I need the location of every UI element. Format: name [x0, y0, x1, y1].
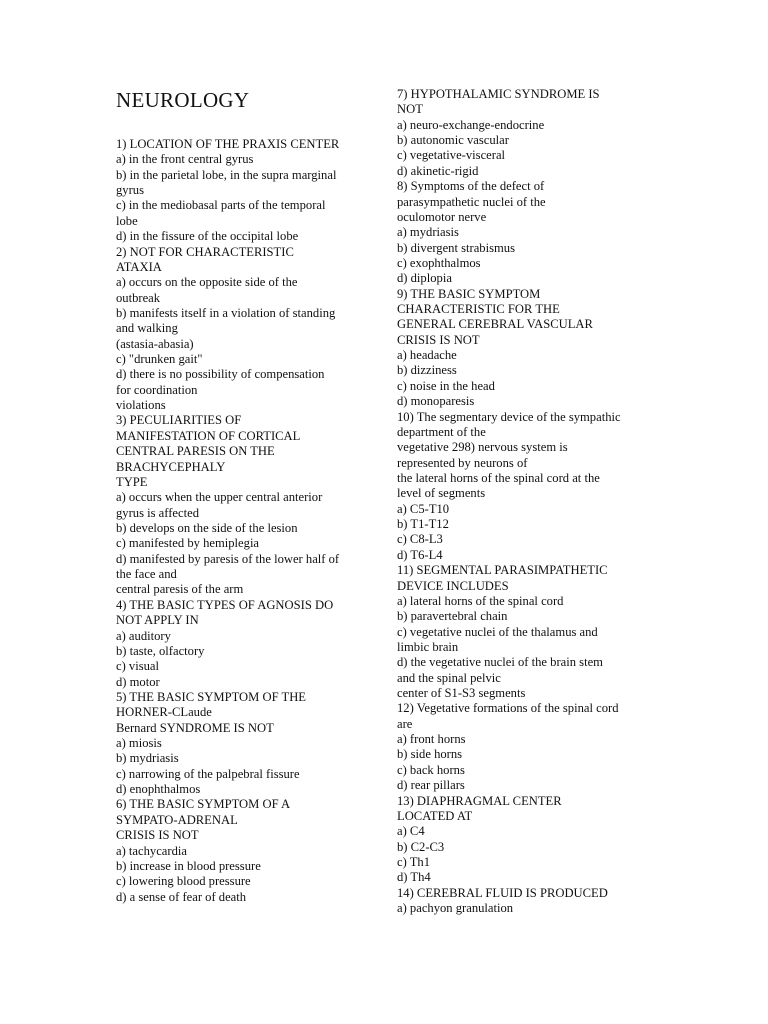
text-line: outbreak [116, 290, 161, 305]
text-line: b) T1-T12 [397, 517, 449, 532]
text-line: parasympathetic nuclei of the [397, 194, 546, 209]
text-line: a) C4 [397, 824, 425, 839]
text-line: b) develops on the side of the lesion [116, 520, 298, 535]
text-line: d) a sense of fear of death [116, 889, 247, 904]
text-line: b) paravertebral chain [397, 609, 508, 624]
text-line: d) rear pillars [397, 778, 465, 793]
text-line: the face and [116, 567, 177, 582]
text-line: central paresis of the arm [116, 582, 244, 597]
text-line: c) vegetative nuclei of the thalamus and [397, 624, 598, 639]
text-line: c) visual [116, 659, 160, 674]
text-line: a) neuro-exchange-endocrine [397, 117, 545, 132]
text-line: d) motor [116, 674, 160, 689]
text-line: c) narrowing of the palpebral fissure [116, 766, 300, 781]
text-line: c) lowering blood pressure [116, 874, 251, 889]
text-line: limbic brain [397, 639, 459, 654]
text-line: c) noise in the head [397, 378, 495, 393]
text-line: a) occurs when the upper central anterior [116, 490, 323, 505]
text-line: and walking [116, 321, 178, 336]
text-line: d) monoparesis [397, 394, 475, 409]
text-line: a) mydriasis [397, 225, 459, 240]
text-line: 14) CEREBRAL FLUID IS PRODUCED [397, 885, 608, 900]
text-line: CHARACTERISTIC FOR THE [397, 302, 560, 317]
text-line: 12) Vegetative formations of the spinal cord [397, 701, 619, 716]
text-line: represented by neurons of [397, 455, 528, 470]
text-line: 2) NOT FOR CHARACTERISTIC [116, 244, 294, 259]
text-line: c) vegetative-visceral [397, 148, 506, 163]
text-line: MANIFESTATION OF CORTICAL [116, 428, 301, 443]
text-line: for coordination [116, 382, 198, 397]
text-line: d) Th4 [397, 870, 431, 885]
text-line: GENERAL CEREBRAL VASCULAR [397, 317, 593, 332]
text-line: b) taste, olfactory [116, 643, 205, 658]
text-line: lobe [116, 213, 138, 228]
text-line: b) autonomic vascular [397, 133, 509, 148]
text-line: c) Th1 [397, 854, 430, 869]
text-line: DEVICE INCLUDES [397, 578, 509, 593]
text-line: 1) LOCATION OF THE PRAXIS CENTER [116, 137, 340, 151]
text-line: b) increase in blood pressure [116, 858, 261, 873]
text-line: a) tachycardia [116, 843, 187, 858]
text-line: c) C8-L3 [397, 532, 443, 547]
left-column-text [116, 137, 339, 905]
text-line: d) manifested by paresis of the lower half of [116, 551, 340, 566]
text-line: a) lateral horns of the spinal cord [397, 593, 564, 608]
text-line: level of segments [397, 486, 486, 501]
text-line: 6) THE BASIC SYMPTOM OF A [116, 797, 291, 812]
text-line: b) C2-C3 [397, 839, 445, 854]
text-line: gyrus is affected [116, 505, 199, 520]
text-line: BRACHYCEPHALY [116, 459, 226, 474]
text-line: center of S1-S3 segments [397, 686, 526, 701]
text-line: a) in the front central gyrus [116, 152, 254, 167]
text-line: 9) THE BASIC SYMPTOM [397, 286, 541, 301]
text-line: Bernard SYNDROME IS NOT [116, 720, 274, 735]
text-line: d) there is no possibility of compensation [116, 367, 325, 382]
text-line: d) in the fissure of the occipital lobe [116, 229, 299, 244]
page-title: NEUROLOGY [116, 88, 250, 112]
text-line: b) divergent strabismus [397, 240, 515, 255]
text-line: a) occurs on the opposite side of the [116, 275, 298, 290]
text-line: d) the vegetative nuclei of the brain stem [397, 655, 603, 670]
text-line: SYMPATO-ADRENAL [116, 812, 238, 827]
text-line: oculomotor nerve [397, 209, 487, 224]
text-line: c) in the mediobasal parts of the temporal [116, 198, 326, 213]
text-line: b) side horns [397, 747, 463, 762]
text-line: are [397, 716, 413, 731]
text-line: CRISIS IS NOT [397, 332, 480, 347]
text-line: 13) DIAPHRAGMAL CENTER [397, 793, 562, 808]
text-line: a) miosis [116, 736, 162, 751]
text-line: LOCATED AT [397, 808, 473, 823]
text-line: c) exophthalmos [397, 255, 481, 270]
text-line: TYPE [116, 474, 148, 489]
text-line: (astasia-abasia) [116, 336, 194, 351]
text-line: department of the [397, 424, 486, 439]
text-line: 4) THE BASIC TYPES OF AGNOSIS DO [116, 597, 334, 612]
text-line: c) manifested by hemiplegia [116, 536, 260, 551]
text-line: b) manifests itself in a violation of standing [116, 305, 336, 320]
text-line: 3) PECULIARITIES OF [116, 413, 242, 428]
text-line: a) headache [397, 348, 457, 363]
text-line: HORNER-CLaude [116, 705, 212, 720]
text-line: 5) THE BASIC SYMPTOM OF THE [116, 689, 306, 704]
text-line: 11) SEGMENTAL PARASIMPATHETIC [397, 563, 608, 578]
text-line: c) back horns [397, 762, 465, 777]
text-line: b) dizziness [397, 363, 457, 378]
text-line: b) in the parietal lobe, in the supra marginal [116, 167, 337, 182]
text-line: d) T6-L4 [397, 547, 443, 562]
text-line: a) auditory [116, 628, 171, 643]
text-line: vegetative 298) nervous system is [397, 440, 568, 455]
text-line: gyrus [116, 183, 144, 198]
text-line: violations [116, 398, 166, 413]
text-line: d) akinetic-rigid [397, 163, 479, 178]
text-line: c) "drunken gait" [116, 352, 203, 367]
text-line: a) C5-T10 [397, 501, 450, 516]
text-line: the lateral horns of the spinal cord at the [397, 470, 600, 485]
text-line: CRISIS IS NOT [116, 828, 199, 843]
text-line: 10) The segmentary device of the sympathic [397, 409, 621, 424]
text-line: 8) Symptoms of the defect of [397, 179, 545, 194]
right-column-text [397, 87, 621, 916]
text-line: a) pachyon granulation [397, 901, 514, 916]
text-line: b) mydriasis [116, 751, 179, 766]
text-line: CENTRAL PARESIS ON THE [116, 444, 275, 459]
text-line: d) enophthalmos [116, 782, 201, 797]
text-line: ATAXIA [116, 259, 162, 274]
text-line: d) diplopia [397, 271, 452, 286]
text-line: NOT APPLY IN [116, 613, 199, 628]
text-line: NOT [397, 102, 423, 117]
text-line: 7) HYPOTHALAMIC SYNDROME IS [397, 87, 600, 101]
text-line: a) front horns [397, 732, 466, 747]
text-line: and the spinal pelvic [397, 670, 501, 685]
